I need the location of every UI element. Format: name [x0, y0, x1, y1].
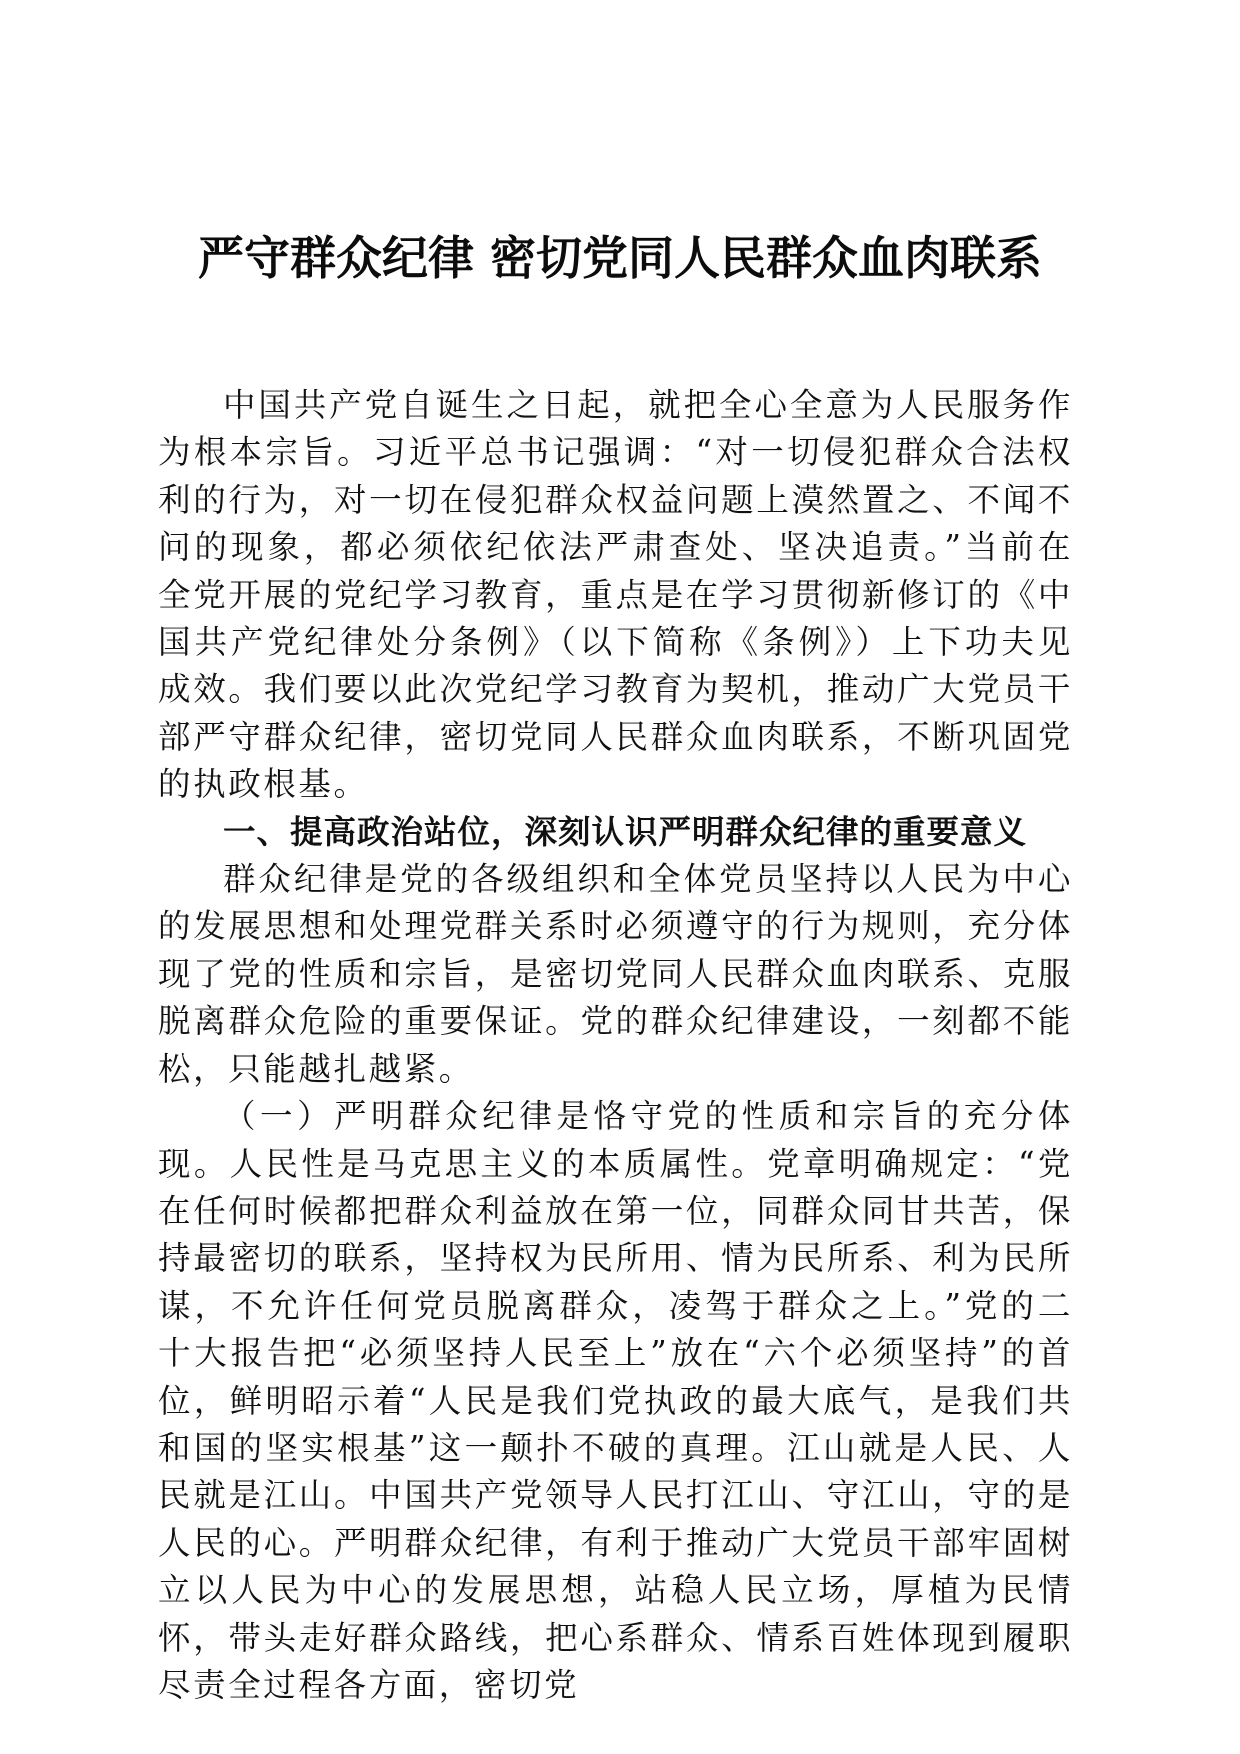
- subsection-1-body: 人民性是马克思主义的本质属性。党章明确规定：“党在任何时候都把群众利益放在第一位，同群众同甘共苦，保持最密切的联系，坚持权为民所用、情为民所系、利为民所谋，不允许任何党员脱离群众，凌驾于群众之上。”党的二十大报告把“必须坚持人民至上”放在“六个必须坚持”的首位，鲜明昭示着“人民是我们党执政的最大底气，是我们共和国的坚实根基”这一颠扑不破的真理。江山就是人民、人民就是江山。中国共产党领导人民打江山、守江山，守的是人民的心。严明群众纪律，有利于推动广大党员干部牢固树立以人民为中心的发展思想，站稳人民立场，厚植为民情怀，带头走好群众路线，把心系群众、情系百姓体现到履职尽责全过程各方面，密切党: [158, 1144, 1074, 1704]
- subsection-1-heading: （一）严明群众纪律是恪守党的性质和宗旨的充分体现。: [158, 1097, 1073, 1183]
- subsection-1-paragraph: [158, 1093, 1073, 1709]
- intro-paragraph: 中国共产党自诞生之日起，就把全心全意为人民服务作为根本宗旨。习近平总书记强调：“对一切侵犯群众合法权利的行为，对一切在侵犯群众权益问题上漠然置之、不闻不问的现象，都必须依纪依法严肃查处、坚决追责。”当前在全党开展的党纪学习教育，重点是在学习贯彻新修订的《中国共产党纪律处分条例》（以下简称《条例》）上下功夫见成效。我们要以此次党纪学习教育为契机，推动广大党员干部严守群众纪律，密切党同人民群众血肉联系，不断巩固党的执政根基。: [158, 386, 1073, 804]
- section-1-paragraph: 群众纪律是党的各级组织和全体党员坚持以人民为中心的发展思想和处理党群关系时必须遵守的行为规则，充分体现了党的性质和宗旨，是密切党同人民群众血肉联系、克服脱离群众危险的重要保证。党的群众纪律建设，一刻都不能松，只能越扎越紧。: [158, 860, 1073, 1088]
- section-1-heading: 一、提高政治站位，深刻认识严明群众纪律的重要意义: [223, 812, 1028, 851]
- document-body: [158, 382, 1073, 1709]
- page-title: 严守群众纪律 密切党同人民群众血肉联系: [197, 231, 1042, 285]
